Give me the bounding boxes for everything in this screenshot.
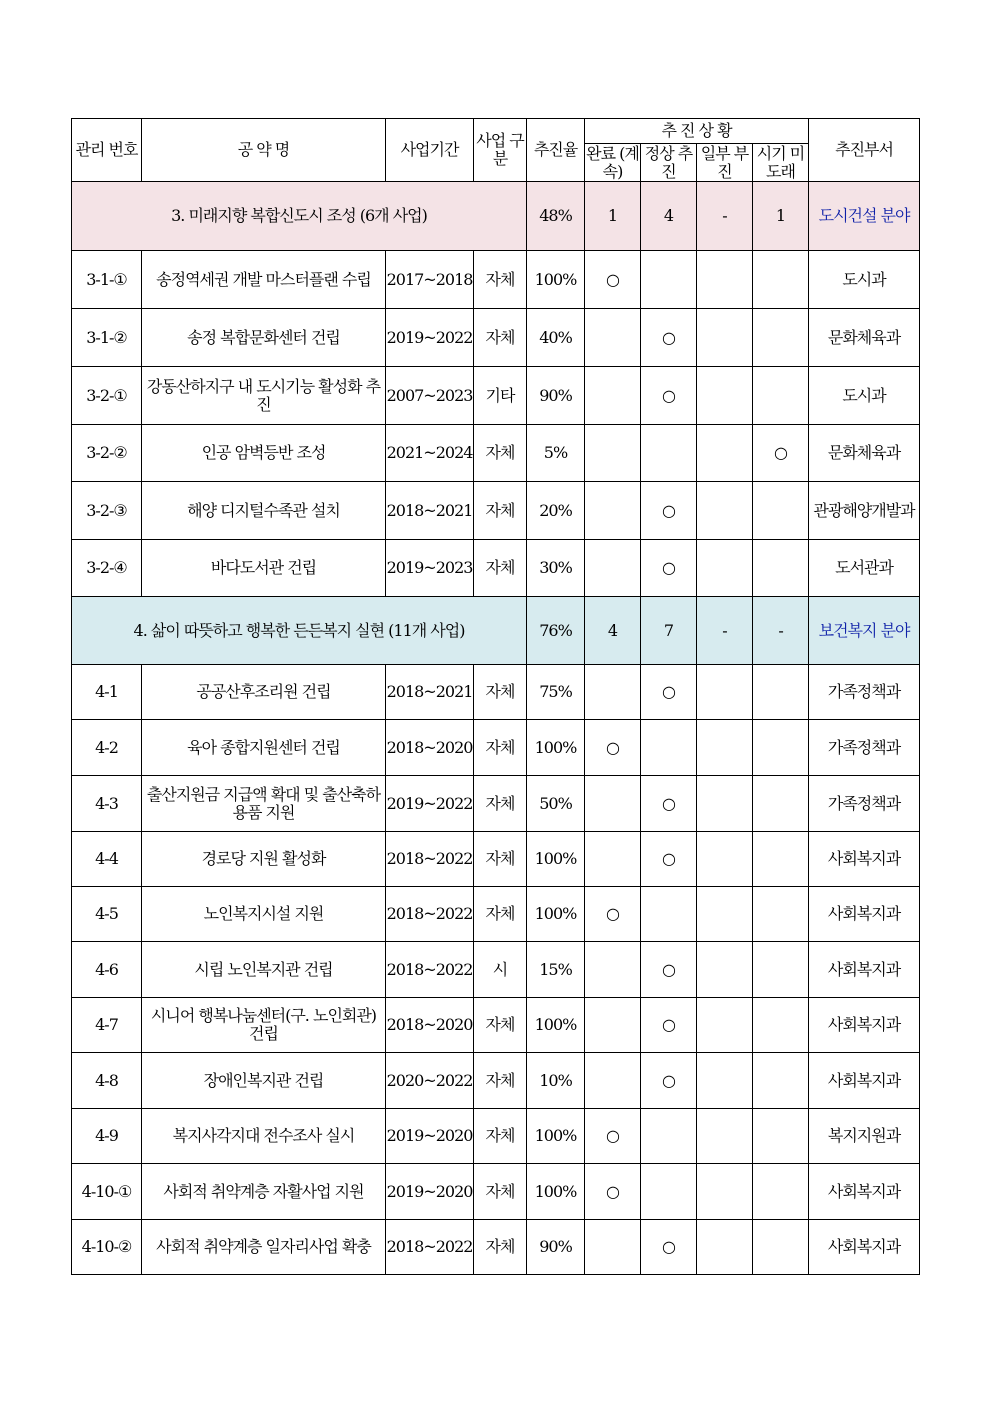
table-row [72, 998, 920, 1053]
row-rate: 100% [527, 1164, 585, 1220]
row-status-done [585, 1220, 641, 1275]
row-dept: 관광해양개발과 [809, 482, 920, 540]
row-type: 자체 [474, 309, 527, 367]
row-rate: 100% [527, 720, 585, 776]
row-status-delay [753, 1220, 809, 1275]
row-dept: 문화체육과 [809, 425, 920, 482]
section-normal: 4 [641, 182, 697, 251]
row-status-partial [697, 776, 753, 832]
row-dept: 사회복지과 [809, 1220, 920, 1275]
row-dept: 도시과 [809, 251, 920, 309]
row-period: 2018~2022 [386, 1220, 474, 1275]
row-period: 2021~2024 [386, 425, 474, 482]
row-id: 4-7 [72, 998, 142, 1053]
row-status-partial [697, 832, 753, 887]
row-name: 복지사각지대 전수조사 실시 [142, 1109, 386, 1164]
row-status-done [585, 832, 641, 887]
row-rate: 100% [527, 1109, 585, 1164]
row-period: 2019~2022 [386, 776, 474, 832]
row-name: 시니어 행복나눔센터(구. 노인회관) 건립 [142, 998, 386, 1053]
row-period: 2018~2020 [386, 720, 474, 776]
row-status-delay [753, 482, 809, 540]
row-dept: 사회복지과 [809, 1053, 920, 1109]
section-title: 3. 미래지향 복합신도시 조성 (6개 사업) [72, 182, 527, 251]
row-period: 2018~2022 [386, 887, 474, 942]
table-row [72, 887, 920, 942]
row-type: 자체 [474, 482, 527, 540]
row-id: 4-3 [72, 776, 142, 832]
row-name: 육아 종합지원센터 건립 [142, 720, 386, 776]
row-dept: 도시과 [809, 367, 920, 425]
row-id: 4-10-① [72, 1164, 142, 1220]
row-status-normal: ○ [641, 1220, 697, 1275]
row-id: 4-9 [72, 1109, 142, 1164]
table-row [72, 1164, 920, 1220]
row-id: 3-1-① [72, 251, 142, 309]
row-period: 2018~2021 [386, 665, 474, 720]
table-row [72, 482, 920, 540]
table-row [72, 367, 920, 425]
row-type: 자체 [474, 1164, 527, 1220]
row-period: 2018~2021 [386, 482, 474, 540]
row-dept: 복지지원과 [809, 1109, 920, 1164]
row-period: 2018~2022 [386, 942, 474, 998]
row-status-normal: ○ [641, 665, 697, 720]
row-rate: 50% [527, 776, 585, 832]
row-status-delay [753, 998, 809, 1053]
row-period: 2019~2020 [386, 1164, 474, 1220]
row-id: 4-8 [72, 1053, 142, 1109]
row-rate: 10% [527, 1053, 585, 1109]
section-field: 보건복지 분야 [809, 597, 920, 665]
row-status-normal [641, 720, 697, 776]
row-status-done: ○ [585, 887, 641, 942]
row-status-done [585, 425, 641, 482]
row-status-done: ○ [585, 251, 641, 309]
table-row [72, 540, 920, 597]
row-status-normal [641, 425, 697, 482]
section-normal: 7 [641, 597, 697, 665]
row-id: 4-5 [72, 887, 142, 942]
row-type: 자체 [474, 665, 527, 720]
row-status-normal: ○ [641, 309, 697, 367]
row-status-done [585, 309, 641, 367]
row-status-delay [753, 776, 809, 832]
row-dept: 문화체육과 [809, 309, 920, 367]
row-type: 시 [474, 942, 527, 998]
row-name: 공공산후조리원 건립 [142, 665, 386, 720]
row-name: 송정역세권 개발 마스터플랜 수립 [142, 251, 386, 309]
row-name: 해양 디지털수족관 설치 [142, 482, 386, 540]
row-status-done [585, 1053, 641, 1109]
row-id: 3-2-① [72, 367, 142, 425]
row-id: 4-2 [72, 720, 142, 776]
row-name: 노인복지시설 지원 [142, 887, 386, 942]
header-rate: 추진율 [527, 119, 585, 182]
row-status-partial [697, 309, 753, 367]
row-dept: 가족정책과 [809, 776, 920, 832]
row-id: 3-2-④ [72, 540, 142, 597]
header-status-delay: 시기 미도래 [753, 144, 809, 182]
table-row [72, 251, 920, 309]
row-dept: 가족정책과 [809, 720, 920, 776]
row-dept: 사회복지과 [809, 998, 920, 1053]
row-status-delay [753, 887, 809, 942]
row-rate: 20% [527, 482, 585, 540]
section-field: 도시건설 분야 [809, 182, 920, 251]
row-rate: 100% [527, 887, 585, 942]
row-period: 2019~2020 [386, 1109, 474, 1164]
row-status-normal [641, 887, 697, 942]
row-status-partial [697, 367, 753, 425]
table-row [72, 720, 920, 776]
row-rate: 100% [527, 832, 585, 887]
row-name: 강동산하지구 내 도시기능 활성화 추진 [142, 367, 386, 425]
row-dept: 사회복지과 [809, 887, 920, 942]
row-status-normal [641, 1164, 697, 1220]
table-row [72, 1053, 920, 1109]
section-rate: 76% [527, 597, 585, 665]
row-status-done [585, 776, 641, 832]
header-status: 추 진 상 황 [585, 119, 809, 144]
row-status-normal: ○ [641, 832, 697, 887]
row-rate: 15% [527, 942, 585, 998]
row-type: 자체 [474, 998, 527, 1053]
row-status-normal: ○ [641, 540, 697, 597]
row-status-normal [641, 251, 697, 309]
header-type: 사업 구분 [474, 119, 527, 182]
header-dept: 추진부서 [809, 119, 920, 182]
row-status-partial [697, 482, 753, 540]
row-dept: 사회복지과 [809, 1164, 920, 1220]
header-period: 사업기간 [386, 119, 474, 182]
table-body [72, 182, 920, 1275]
header-name: 공 약 명 [142, 119, 386, 182]
row-period: 2017~2018 [386, 251, 474, 309]
row-status-partial [697, 887, 753, 942]
row-type: 자체 [474, 776, 527, 832]
row-dept: 도서관과 [809, 540, 920, 597]
row-status-partial [697, 1053, 753, 1109]
section-partial: - [697, 182, 753, 251]
row-name: 시립 노인복지관 건립 [142, 942, 386, 998]
row-status-partial [697, 942, 753, 998]
table-row [72, 1109, 920, 1164]
row-type: 자체 [474, 1109, 527, 1164]
row-type: 자체 [474, 887, 527, 942]
row-dept: 가족정책과 [809, 665, 920, 720]
row-id: 3-2-③ [72, 482, 142, 540]
row-status-delay [753, 309, 809, 367]
row-status-done [585, 367, 641, 425]
row-id: 4-1 [72, 665, 142, 720]
row-status-partial [697, 998, 753, 1053]
header-status-done: 완료 (계속) [586, 143, 639, 181]
section-delay: 1 [753, 182, 809, 251]
row-rate: 100% [527, 998, 585, 1053]
section-row [72, 182, 920, 251]
table-row [72, 832, 920, 887]
row-status-done [585, 942, 641, 998]
row-status-normal: ○ [641, 1053, 697, 1109]
row-id: 3-2-② [72, 425, 142, 482]
row-status-delay [753, 942, 809, 998]
row-status-partial [697, 1164, 753, 1220]
row-status-delay [753, 665, 809, 720]
row-status-delay [753, 1164, 809, 1220]
section-partial: - [697, 597, 753, 665]
row-status-done [585, 540, 641, 597]
row-name: 송정 복합문화센터 건립 [142, 309, 386, 367]
row-status-partial [697, 540, 753, 597]
row-status-delay [753, 720, 809, 776]
row-rate: 90% [527, 367, 585, 425]
row-status-done: ○ [585, 720, 641, 776]
row-status-partial [697, 1220, 753, 1275]
table-row [72, 309, 920, 367]
table-row [72, 942, 920, 998]
header-id: 관리 번호 [72, 119, 142, 182]
row-period: 2019~2022 [386, 309, 474, 367]
row-dept: 사회복지과 [809, 942, 920, 998]
header-status-normal: 정상 추진 [641, 144, 697, 182]
section-delay: - [753, 597, 809, 665]
row-period: 2018~2020 [386, 998, 474, 1053]
row-rate: 5% [527, 425, 585, 482]
row-status-delay: ○ [753, 425, 809, 482]
row-type: 자체 [474, 720, 527, 776]
table-row [72, 1220, 920, 1275]
row-status-partial [697, 1109, 753, 1164]
row-status-done [585, 998, 641, 1053]
row-name: 사회적 취약계층 자활사업 지원 [142, 1164, 386, 1220]
row-status-delay [753, 832, 809, 887]
row-type: 자체 [474, 1220, 527, 1275]
row-rate: 40% [527, 309, 585, 367]
pledge-progress-table [71, 118, 920, 1275]
row-dept: 사회복지과 [809, 832, 920, 887]
row-period: 2020~2022 [386, 1053, 474, 1109]
row-status-normal: ○ [641, 998, 697, 1053]
row-status-delay [753, 251, 809, 309]
section-done: 1 [585, 182, 641, 251]
row-status-delay [753, 1053, 809, 1109]
row-period: 2018~2022 [386, 832, 474, 887]
row-rate: 100% [527, 251, 585, 309]
row-status-partial [697, 251, 753, 309]
row-status-delay [753, 540, 809, 597]
row-status-done [585, 482, 641, 540]
table-row [72, 665, 920, 720]
row-name: 바다도서관 건립 [142, 540, 386, 597]
row-name: 출산지원금 지급액 확대 및 출산축하용품 지원 [142, 776, 386, 832]
row-type: 자체 [474, 425, 527, 482]
row-type: 자체 [474, 1053, 527, 1109]
row-name: 사회적 취약계층 일자리사업 확충 [142, 1220, 386, 1275]
row-status-normal: ○ [641, 482, 697, 540]
row-type: 자체 [474, 540, 527, 597]
row-name: 경로당 지원 활성화 [142, 832, 386, 887]
row-id: 4-4 [72, 832, 142, 887]
row-type: 자체 [474, 251, 527, 309]
row-status-normal: ○ [641, 942, 697, 998]
row-status-delay [753, 1109, 809, 1164]
row-rate: 30% [527, 540, 585, 597]
row-status-partial [697, 720, 753, 776]
row-period: 2019~2023 [386, 540, 474, 597]
row-status-done: ○ [585, 1109, 641, 1164]
header-status-partial: 일부 부진 [697, 144, 753, 182]
row-rate: 75% [527, 665, 585, 720]
row-name: 인공 암벽등반 조성 [142, 425, 386, 482]
row-id: 4-10-② [72, 1220, 142, 1275]
section-done: 4 [585, 597, 641, 665]
table-row [72, 425, 920, 482]
row-id: 4-6 [72, 942, 142, 998]
row-period: 2007~2023 [386, 367, 474, 425]
row-status-partial [697, 665, 753, 720]
row-status-done: ○ [585, 1164, 641, 1220]
row-type: 기타 [474, 367, 527, 425]
section-rate: 48% [527, 182, 585, 251]
row-status-normal [641, 1109, 697, 1164]
row-status-normal: ○ [641, 367, 697, 425]
row-status-partial [697, 425, 753, 482]
row-type: 자체 [474, 832, 527, 887]
row-id: 3-1-② [72, 309, 142, 367]
table-row [72, 776, 920, 832]
row-status-done [585, 665, 641, 720]
section-row [72, 597, 920, 665]
row-status-normal: ○ [641, 776, 697, 832]
row-status-delay [753, 367, 809, 425]
row-rate: 90% [527, 1220, 585, 1275]
row-name: 장애인복지관 건립 [142, 1053, 386, 1109]
section-title: 4. 삶이 따뜻하고 행복한 든든복지 실현 (11개 사업) [72, 597, 527, 665]
